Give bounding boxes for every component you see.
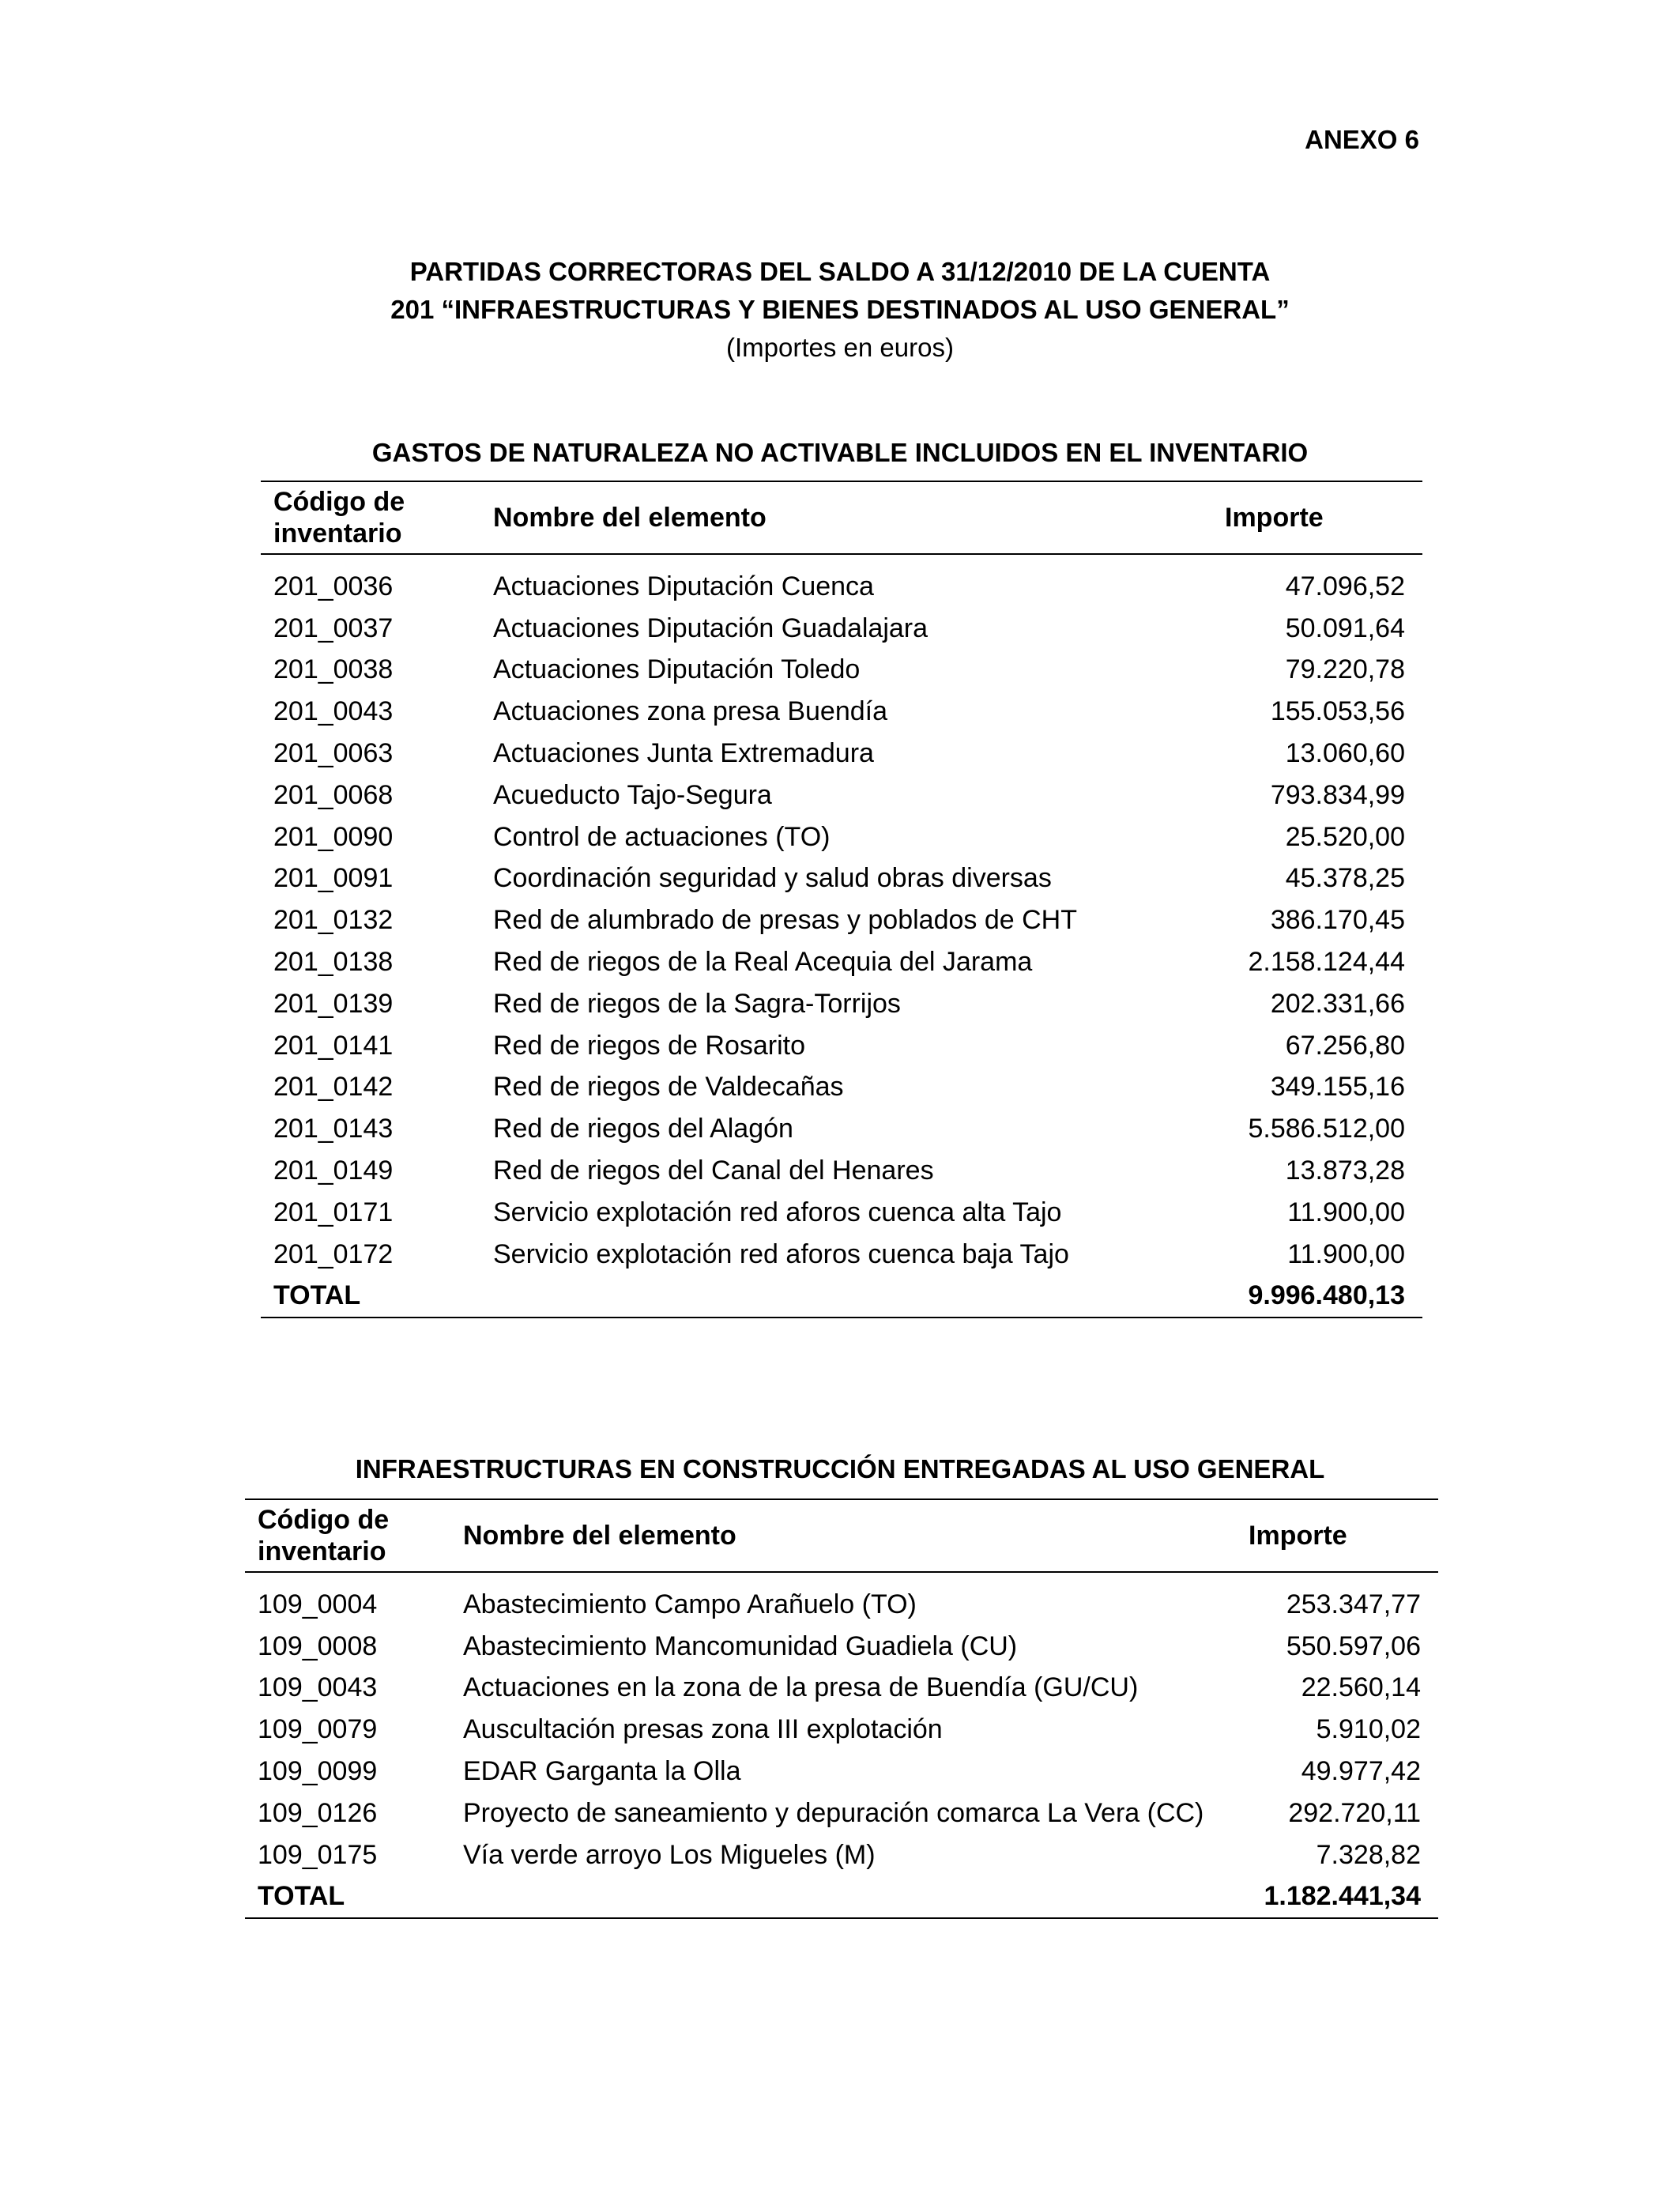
row-name: Abastecimiento Campo Arañuelo (TO) bbox=[463, 1589, 917, 1619]
title-line-2: 201 “INFRAESTRUCTURAS Y BIENES DESTINADOS AL USO GENERAL” bbox=[390, 295, 1290, 324]
row-name: Red de riegos de Rosarito bbox=[493, 1030, 806, 1061]
table-row bbox=[245, 1709, 1438, 1751]
row-amount: 11.900,00 bbox=[1287, 1197, 1405, 1227]
row-name: Actuaciones Diputación Cuenca bbox=[493, 571, 874, 601]
total-row bbox=[261, 1276, 1422, 1318]
table-row bbox=[261, 554, 1422, 608]
row-name: Red de riegos del Canal del Henares bbox=[493, 1155, 934, 1186]
row-amount: 202.331,66 bbox=[1270, 988, 1405, 1019]
row-code: 201_0037 bbox=[273, 613, 394, 643]
table-row bbox=[261, 608, 1422, 650]
table-row bbox=[245, 1751, 1438, 1793]
total-label: TOTAL bbox=[245, 1876, 463, 1919]
row-amount: 5.910,02 bbox=[1316, 1714, 1421, 1745]
table-row bbox=[261, 816, 1422, 858]
row-code: 109_0008 bbox=[258, 1630, 378, 1661]
document-title bbox=[0, 253, 1680, 367]
row-code: 201_0043 bbox=[273, 696, 394, 727]
inventory-table-1 bbox=[261, 481, 1422, 1318]
row-code: 109_0043 bbox=[258, 1672, 378, 1703]
row-code: 109_0004 bbox=[258, 1589, 378, 1619]
row-name: Auscultación presas zona III explotación bbox=[463, 1714, 943, 1745]
total-spacer bbox=[493, 1276, 1225, 1318]
table2-heading: INFRAESTRUCTURAS EN CONSTRUCCIÓN ENTREGADAS AL USO GENERAL bbox=[355, 1454, 1325, 1483]
table-row bbox=[245, 1834, 1438, 1876]
row-amount: 7.328,82 bbox=[1316, 1839, 1421, 1870]
row-amount: 5.586.512,00 bbox=[1248, 1114, 1405, 1144]
row-amount: 386.170,45 bbox=[1270, 905, 1405, 936]
row-code: 109_0126 bbox=[258, 1797, 378, 1828]
row-amount: 22.560,14 bbox=[1301, 1672, 1421, 1703]
total-amount: 1.182.441,34 bbox=[1249, 1876, 1438, 1919]
total-label: TOTAL bbox=[261, 1276, 493, 1318]
row-amount: 349.155,16 bbox=[1270, 1072, 1405, 1103]
row-code: 201_0063 bbox=[273, 738, 394, 769]
row-name: Actuaciones Diputación Guadalajara bbox=[493, 613, 929, 643]
row-name: Proyecto de saneamiento y depuración comarca La Vera (CC) bbox=[463, 1797, 1204, 1828]
table2-header-row bbox=[245, 1499, 1438, 1572]
row-amount: 13.060,60 bbox=[1285, 738, 1405, 769]
row-name: Control de actuaciones (TO) bbox=[493, 821, 831, 852]
annex-label: ANEXO 6 bbox=[1305, 125, 1419, 154]
row-name: Red de riegos de Valdecañas bbox=[493, 1072, 844, 1103]
total-row bbox=[245, 1876, 1438, 1919]
table1-col-amount: Importe bbox=[1225, 503, 1324, 533]
table-row bbox=[261, 1234, 1422, 1276]
row-name: Red de riegos de la Real Acequia del Jarama bbox=[493, 947, 1033, 978]
table-row bbox=[261, 1067, 1422, 1109]
row-amount: 550.597,06 bbox=[1286, 1630, 1421, 1661]
row-name: Acueducto Tajo-Segura bbox=[493, 779, 772, 810]
table-row bbox=[261, 1150, 1422, 1192]
row-code: 201_0172 bbox=[273, 1238, 394, 1269]
table-row bbox=[261, 941, 1422, 983]
table-row bbox=[261, 650, 1422, 692]
row-code: 201_0149 bbox=[273, 1155, 394, 1186]
row-amount: 45.378,25 bbox=[1285, 863, 1405, 894]
title-line-1: PARTIDAS CORRECTORAS DEL SALDO A 31/12/2010 DE LA CUENTA bbox=[409, 257, 1271, 286]
row-code: 201_0091 bbox=[273, 863, 394, 894]
row-amount: 50.091,64 bbox=[1285, 613, 1405, 643]
row-name: EDAR Garganta la Olla bbox=[463, 1756, 741, 1787]
table1-header-row bbox=[261, 481, 1422, 554]
table1-body bbox=[261, 554, 1422, 1318]
row-code: 201_0138 bbox=[273, 947, 394, 978]
row-name: Actuaciones en la zona de la presa de Buendía (GU/CU) bbox=[463, 1672, 1139, 1703]
table-row bbox=[261, 733, 1422, 775]
row-name: Servicio explotación red aforos cuenca alta Tajo bbox=[493, 1197, 1062, 1227]
row-code: 201_0090 bbox=[273, 821, 394, 852]
total-spacer bbox=[463, 1876, 1249, 1919]
row-amount: 67.256,80 bbox=[1285, 1030, 1405, 1061]
row-amount: 793.834,99 bbox=[1270, 779, 1405, 810]
table-row bbox=[245, 1626, 1438, 1668]
row-name: Red de riegos del Alagón bbox=[493, 1114, 793, 1144]
row-amount: 11.900,00 bbox=[1287, 1238, 1405, 1269]
row-name: Actuaciones Junta Extremadura bbox=[493, 738, 874, 769]
row-code: 109_0099 bbox=[258, 1756, 378, 1787]
table2-col-name: Nombre del elemento bbox=[463, 1521, 736, 1551]
row-code: 201_0171 bbox=[273, 1197, 394, 1227]
table-row bbox=[261, 858, 1422, 900]
table-row bbox=[261, 983, 1422, 1025]
row-name: Red de riegos de la Sagra-Torrijos bbox=[493, 988, 901, 1019]
row-name: Actuaciones Diputación Toledo bbox=[493, 654, 861, 685]
row-code: 201_0141 bbox=[273, 1030, 394, 1061]
table-row bbox=[245, 1572, 1438, 1626]
row-name: Red de alumbrado de presas y poblados de CHT bbox=[493, 905, 1077, 936]
row-code: 201_0142 bbox=[273, 1072, 394, 1103]
table1-col-name: Nombre del elemento bbox=[493, 503, 767, 533]
row-code: 201_0132 bbox=[273, 905, 394, 936]
inventory-table-2 bbox=[245, 1498, 1438, 1919]
row-code: 201_0038 bbox=[273, 654, 394, 685]
table-row bbox=[261, 899, 1422, 941]
row-amount: 79.220,78 bbox=[1285, 654, 1405, 685]
row-amount: 155.053,56 bbox=[1270, 696, 1405, 727]
row-code: 109_0079 bbox=[258, 1714, 378, 1745]
table-row bbox=[245, 1668, 1438, 1710]
row-code: 201_0143 bbox=[273, 1114, 394, 1144]
title-units: (Importes en euros) bbox=[726, 333, 954, 362]
table-row bbox=[261, 1192, 1422, 1234]
row-name: Vía verde arroyo Los Migueles (M) bbox=[463, 1839, 876, 1870]
row-amount: 25.520,00 bbox=[1285, 821, 1405, 852]
row-name: Abastecimiento Mancomunidad Guadiela (CU) bbox=[463, 1630, 1018, 1661]
total-amount: 9.996.480,13 bbox=[1225, 1276, 1422, 1318]
row-code: 201_0068 bbox=[273, 779, 394, 810]
table2-col-amount: Importe bbox=[1249, 1521, 1347, 1551]
row-amount: 49.977,42 bbox=[1301, 1756, 1421, 1787]
row-amount: 2.158.124,44 bbox=[1248, 947, 1405, 978]
table-row bbox=[245, 1793, 1438, 1834]
table2-body bbox=[245, 1572, 1438, 1918]
row-amount: 13.873,28 bbox=[1285, 1155, 1405, 1186]
row-amount: 292.720,11 bbox=[1288, 1797, 1421, 1828]
table-row bbox=[261, 775, 1422, 816]
row-code: 109_0175 bbox=[258, 1839, 378, 1870]
row-code: 201_0036 bbox=[273, 571, 394, 601]
table2-col-code: Código de inventario bbox=[258, 1505, 390, 1566]
table-row bbox=[261, 1108, 1422, 1150]
row-name: Coordinación seguridad y salud obras diversas bbox=[493, 863, 1052, 894]
table-row bbox=[261, 691, 1422, 733]
row-name: Actuaciones zona presa Buendía bbox=[493, 696, 888, 727]
row-amount: 47.096,52 bbox=[1285, 571, 1405, 601]
table-row bbox=[261, 1025, 1422, 1067]
row-code: 201_0139 bbox=[273, 988, 394, 1019]
table1-heading: GASTOS DE NATURALEZA NO ACTIVABLE INCLUIDOS EN EL INVENTARIO bbox=[371, 438, 1309, 467]
row-amount: 253.347,77 bbox=[1286, 1589, 1421, 1619]
table1-col-code: Código de inventario bbox=[273, 487, 405, 548]
row-name: Servicio explotación red aforos cuenca baja Tajo bbox=[493, 1238, 1069, 1269]
